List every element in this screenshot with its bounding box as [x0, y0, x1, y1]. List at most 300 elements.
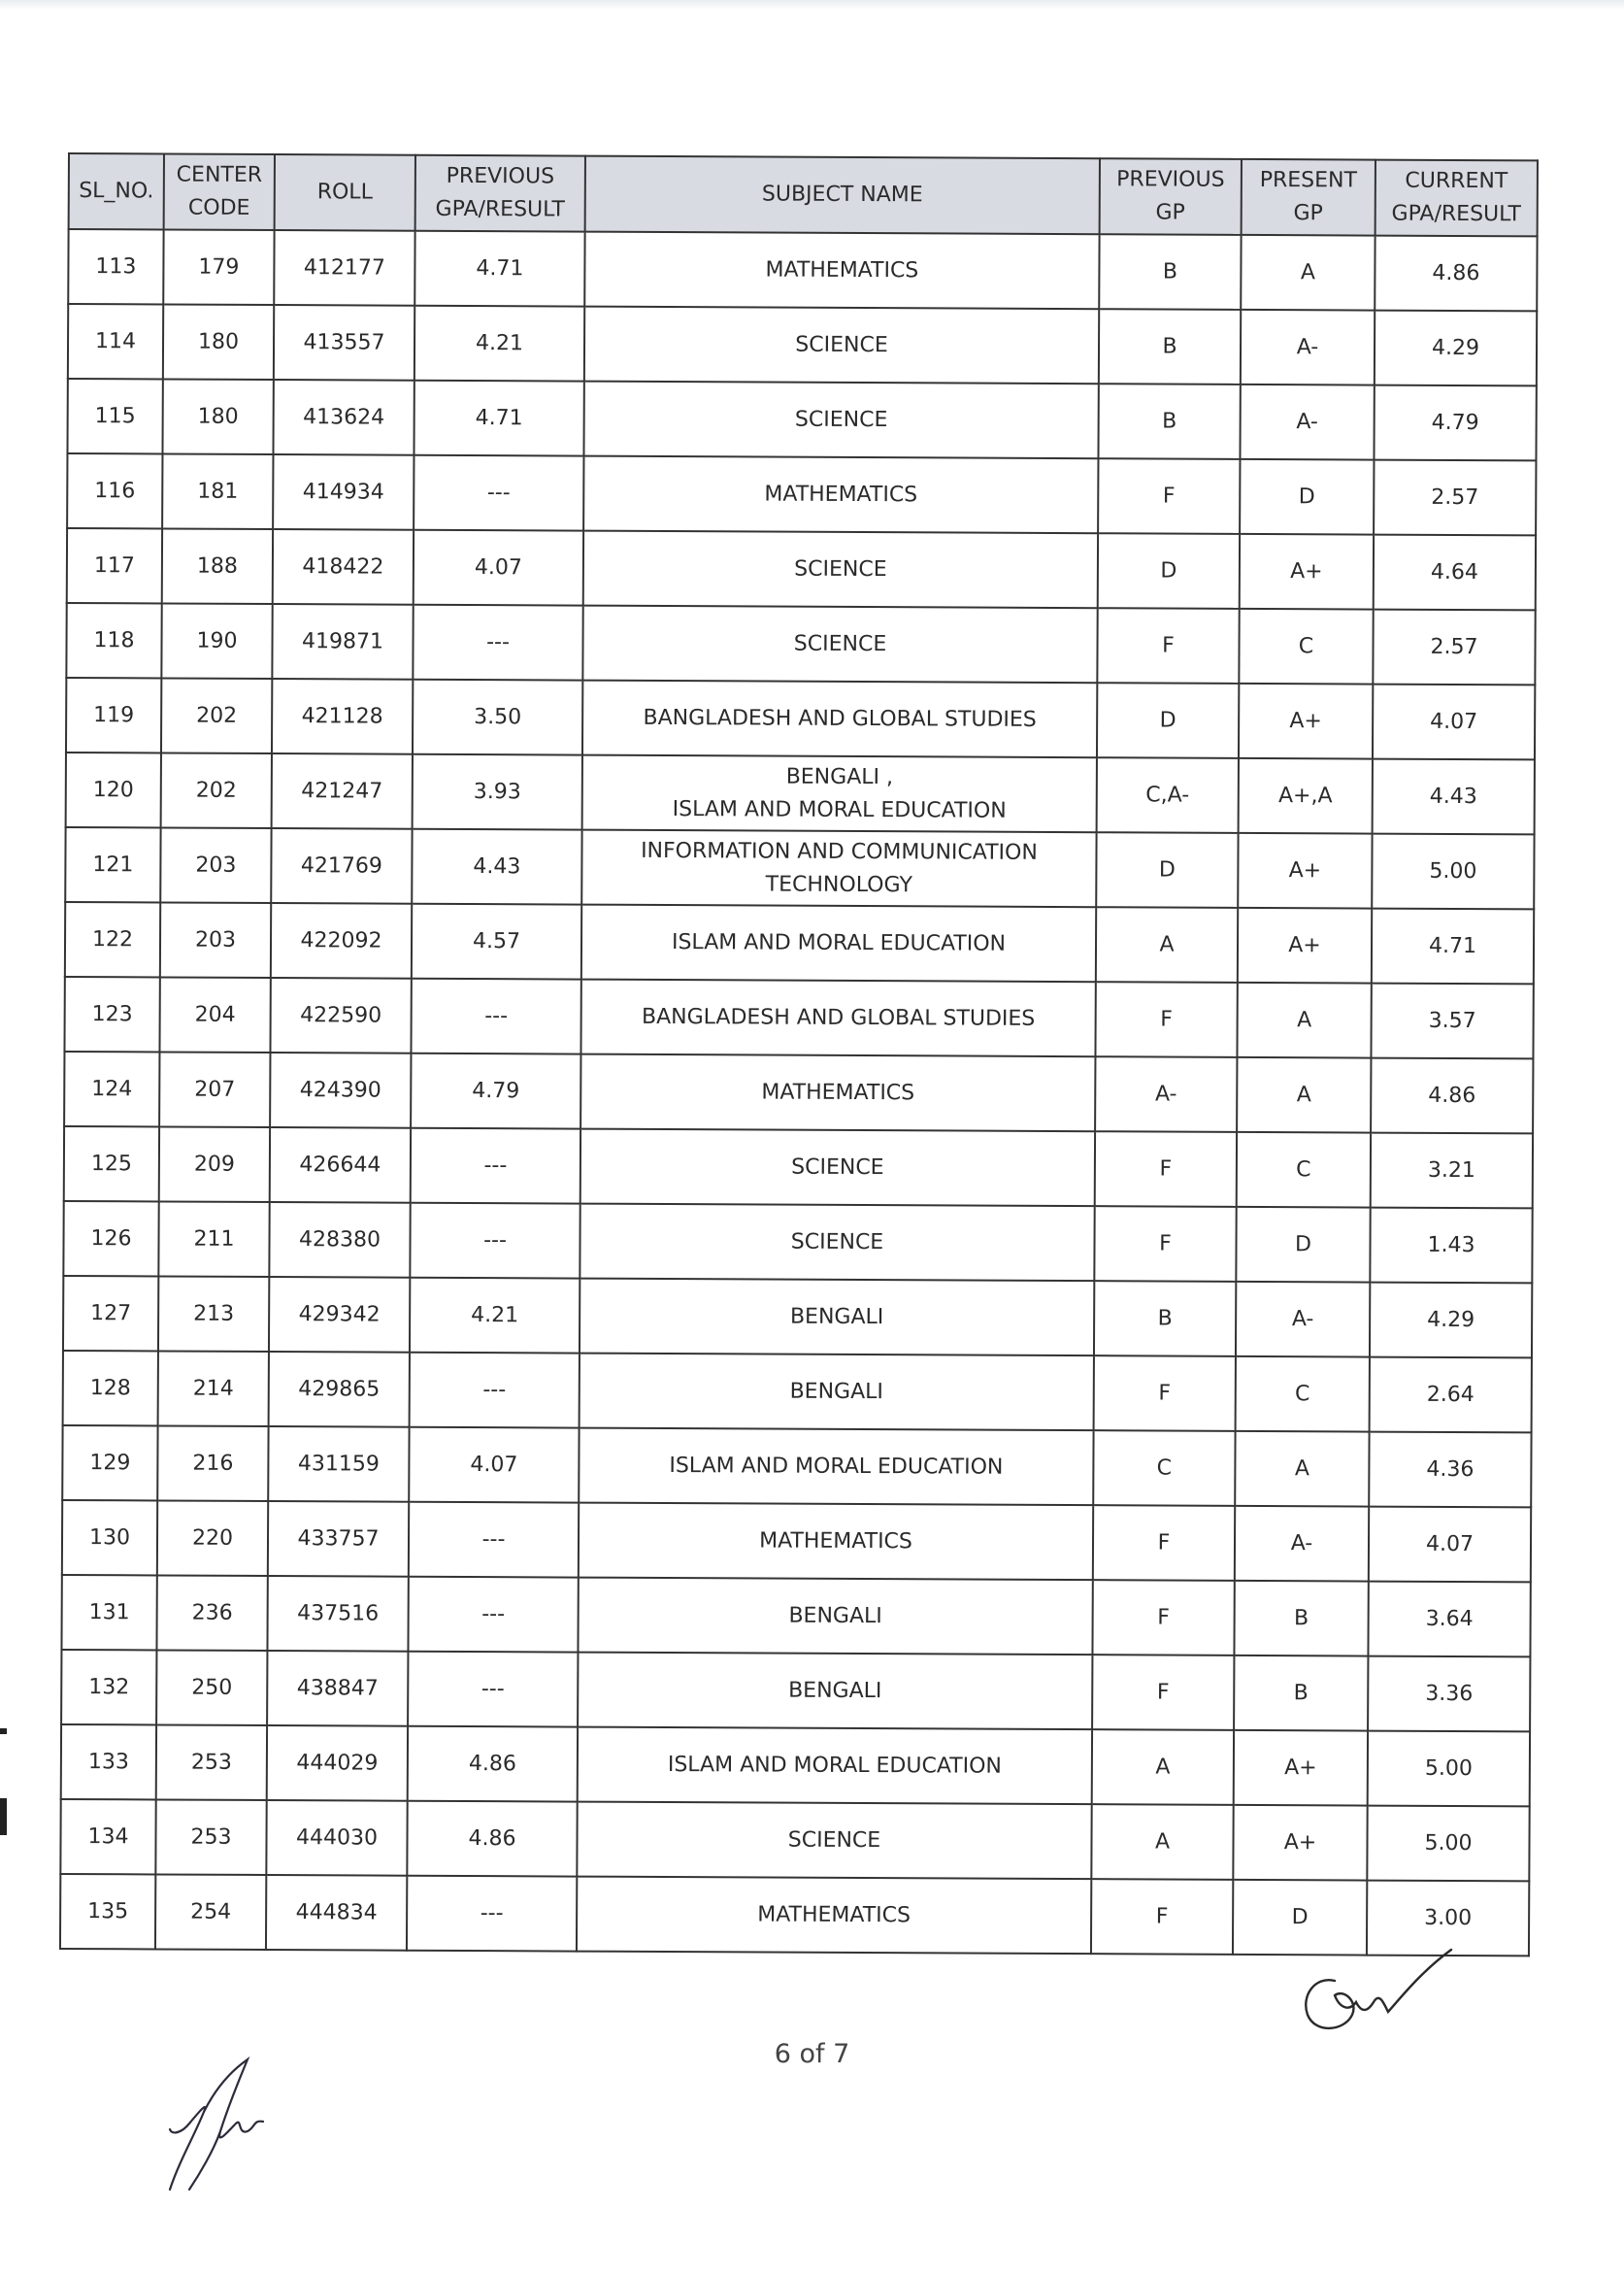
cell-previous-gpa-value: 4.43: [473, 853, 521, 879]
cell-present-gp: [1235, 1431, 1369, 1507]
cell-roll-value: 421247: [301, 778, 383, 804]
cell-current-gpa-value: 2.57: [1431, 485, 1479, 510]
table-row: [68, 229, 1537, 311]
scan-edge: [0, 0, 1624, 10]
cell-center-code-value: 202: [196, 703, 238, 728]
cell-roll: [273, 380, 414, 455]
subject-line: MATHEMATICS: [757, 1901, 911, 1927]
cell-sl-no-value: 120: [92, 777, 134, 802]
cell-current-gpa-value: 3.36: [1425, 1681, 1474, 1706]
cell-roll: [274, 305, 414, 381]
cell-subject-name: [578, 1578, 1092, 1655]
cell-previous-gp-value: A-: [1154, 1081, 1177, 1107]
cell-current-gpa-value: 5.00: [1424, 1756, 1473, 1781]
table-row: [61, 1650, 1530, 1731]
cell-present-gp: [1239, 758, 1373, 834]
cell-present-gp: [1236, 1356, 1370, 1432]
cell-present-gp: [1238, 908, 1372, 984]
cell-current-gpa: [1371, 1133, 1533, 1209]
cell-present-gp-value: A: [1300, 259, 1316, 284]
cell-previous-gp: [1094, 1355, 1236, 1431]
subject-line: MATHEMATICS: [765, 257, 919, 283]
subject-line: ISLAM AND MORAL EDUCATION: [669, 1453, 1004, 1480]
header-previous-gp-line: PREVIOUS: [1116, 167, 1225, 192]
cell-roll: [272, 753, 413, 829]
cell-roll-value: 426644: [299, 1152, 381, 1178]
cell-center-code-value: 181: [197, 479, 239, 504]
cell-present-gp-value: A-: [1291, 1306, 1314, 1331]
cell-center-code-value: 220: [191, 1525, 234, 1551]
cell-center-code: [158, 1201, 269, 1277]
cell-subject-name: [584, 232, 1099, 310]
cell-roll-value: 444834: [295, 1899, 378, 1925]
cell-previous-gp-value: B: [1162, 259, 1178, 284]
cell-previous-gp-value: D: [1160, 558, 1177, 584]
subject-line: BENGALI ,: [785, 764, 894, 789]
cell-previous-gp-value: F: [1157, 1530, 1171, 1555]
cell-sl-no: [68, 229, 163, 304]
cell-current-gpa: [1375, 311, 1537, 386]
cell-center-code-value: 207: [194, 1077, 236, 1102]
cell-present-gp-value: A: [1296, 1082, 1311, 1107]
cell-center-code-value: 216: [192, 1451, 234, 1476]
cell-subject-name: [579, 1428, 1093, 1506]
cell-previous-gp: [1092, 1655, 1234, 1730]
cell-center-code: [161, 752, 272, 828]
cell-present-gp: [1236, 1207, 1370, 1283]
subject-line: ISLAM AND MORAL EDUCATION: [667, 1752, 1002, 1779]
header-previous-gpa-line: GPA/RESULT: [435, 196, 565, 222]
subject-line: BENGALI: [789, 1379, 883, 1404]
cell-roll: [268, 1426, 409, 1502]
subject-line: BENGALI: [788, 1678, 882, 1703]
cell-roll: [270, 1127, 411, 1203]
subject-line: ISLAM AND MORAL EDUCATION: [672, 796, 1007, 823]
table-row: [66, 603, 1535, 685]
cell-present-gp: [1237, 983, 1371, 1058]
cell-sl-no-value: 122: [91, 926, 134, 952]
cell-center-code: [159, 977, 270, 1053]
scan-mark: [0, 1798, 7, 1835]
cell-sl-no: [63, 1276, 158, 1351]
cell-center-code-value: 204: [194, 1002, 236, 1027]
cell-previous-gpa-value: 4.07: [470, 1452, 518, 1477]
cell-roll-value: 444030: [295, 1824, 379, 1851]
cell-roll: [272, 679, 413, 754]
cell-previous-gpa-value: 3.50: [474, 704, 522, 729]
cell-current-gpa: [1371, 984, 1533, 1059]
cell-previous-gp: [1093, 1430, 1235, 1506]
cell-sl-no-value: 124: [91, 1076, 133, 1101]
subject-line: INFORMATION AND COMMUNICATION: [641, 838, 1038, 865]
cell-previous-gp: [1094, 1206, 1236, 1282]
cell-present-gp: [1241, 310, 1375, 385]
cell-previous-gpa: [408, 1726, 578, 1802]
header-present-gp-line: PRESENT: [1259, 168, 1358, 193]
cell-previous-gp-value: B: [1162, 334, 1177, 359]
cell-center-code: [162, 453, 273, 529]
subject-line: BANGLADESH AND GLOBAL STUDIES: [643, 705, 1037, 732]
cell-present-gp: [1240, 385, 1374, 460]
cell-current-gpa: [1369, 1432, 1531, 1508]
cell-roll: [269, 1277, 410, 1353]
cell-sl-no-value: 117: [93, 552, 135, 578]
cell-previous-gpa-value: ---: [484, 1003, 509, 1028]
cell-previous-gpa: [414, 530, 583, 606]
cell-current-gpa: [1372, 834, 1534, 910]
cell-current-gpa-value: 3.00: [1424, 1905, 1473, 1930]
cell-roll: [267, 1725, 408, 1801]
cell-previous-gpa-value: ---: [481, 1676, 505, 1701]
cell-sl-no: [64, 1126, 159, 1201]
subject-line: SCIENCE: [794, 556, 887, 582]
cell-previous-gpa: [409, 1427, 579, 1503]
cell-roll-value: 412177: [303, 254, 385, 281]
cell-sl-no-value: 132: [88, 1674, 130, 1699]
cell-previous-gpa-value: 4.21: [471, 1302, 519, 1327]
cell-previous-gpa-value: ---: [482, 1377, 507, 1402]
table-row: [64, 1052, 1533, 1133]
cell-current-gpa: [1370, 1357, 1532, 1433]
cell-previous-gp-value: F: [1160, 1007, 1174, 1032]
cell-current-gpa: [1374, 460, 1536, 536]
cell-current-gpa: [1370, 1283, 1532, 1358]
cell-previous-gpa-value: 4.21: [475, 330, 524, 355]
cell-present-gp-value: A: [1297, 1007, 1312, 1032]
cell-roll: [268, 1501, 409, 1577]
cell-previous-gp: [1097, 683, 1239, 758]
cell-present-gp: [1234, 1581, 1368, 1656]
cell-subject-name: [580, 1354, 1094, 1431]
cell-current-gpa-value: 4.29: [1431, 335, 1480, 360]
cell-subject-name: [583, 456, 1098, 534]
cell-previous-gpa: [412, 904, 581, 980]
cell-current-gpa: [1374, 385, 1536, 461]
cell-sl-no-value: 118: [93, 627, 135, 652]
table-row: [60, 1799, 1529, 1881]
cell-previous-gp: [1093, 1505, 1235, 1581]
cell-center-code: [155, 1799, 266, 1875]
cell-present-gp-value: C: [1296, 1156, 1311, 1182]
cell-previous-gp-value: F: [1158, 1381, 1172, 1406]
cell-present-gp: [1238, 833, 1372, 909]
header-center-code-line: CODE: [187, 195, 250, 220]
cell-subject-name: [582, 681, 1097, 758]
cell-roll-value: 413624: [303, 404, 385, 430]
cell-previous-gp: [1091, 1804, 1233, 1880]
header-roll: [275, 154, 415, 231]
results-table: [59, 152, 1539, 1956]
cell-present-gp: [1234, 1655, 1368, 1731]
cell-previous-gpa-value: ---: [486, 629, 511, 654]
cell-current-gpa-value: 5.00: [1424, 1830, 1473, 1856]
cell-previous-gpa: [410, 1353, 580, 1428]
cell-previous-gp: [1094, 1281, 1236, 1356]
cell-sl-no: [65, 902, 160, 977]
cell-roll: [270, 978, 411, 1053]
cell-roll-value: 429342: [298, 1301, 381, 1327]
cell-roll-value: 424390: [299, 1077, 381, 1103]
cell-roll-value: 414934: [302, 479, 384, 505]
cell-present-gp-value: C: [1298, 633, 1314, 658]
cell-present-gp: [1234, 1730, 1368, 1806]
cell-current-gpa-value: 3.64: [1425, 1606, 1474, 1631]
cell-previous-gpa: [414, 231, 584, 307]
cell-sl-no-value: 128: [89, 1375, 131, 1400]
subject-line: MATHEMATICS: [761, 1080, 915, 1105]
cell-sl-no-value: 127: [90, 1300, 132, 1325]
table-row: [65, 827, 1534, 909]
cell-previous-gp-value: B: [1162, 409, 1177, 434]
cell-center-code: [162, 528, 273, 604]
cell-roll-value: 438847: [296, 1675, 379, 1701]
subject-line: MATHEMATICS: [764, 482, 918, 507]
cell-current-gpa-value: 4.29: [1427, 1307, 1475, 1332]
cell-center-code-value: 211: [193, 1226, 235, 1252]
cell-roll: [274, 230, 414, 306]
cell-subject-name: [577, 1802, 1091, 1880]
cell-roll: [273, 529, 414, 605]
cell-previous-gp-value: A: [1154, 1828, 1171, 1855]
cell-current-gpa: [1372, 909, 1534, 985]
cell-sl-no-value: 119: [93, 702, 135, 727]
cell-roll-value: 437516: [297, 1600, 380, 1626]
cell-previous-gp-value: B: [1157, 1306, 1173, 1331]
cell-previous-gpa: [413, 754, 582, 830]
cell-previous-gp-value: F: [1162, 484, 1176, 509]
cell-current-gpa-value: 4.36: [1426, 1456, 1475, 1482]
cell-current-gpa-value: 4.86: [1432, 260, 1480, 285]
cell-previous-gpa: [414, 306, 584, 382]
subject-line: BENGALI: [788, 1603, 882, 1628]
cell-roll: [269, 1202, 410, 1278]
subject-line: SCIENCE: [793, 631, 887, 656]
cell-present-gp: [1239, 609, 1373, 685]
cell-sl-no-value: 134: [87, 1823, 129, 1849]
cell-present-gp-value: A+,A: [1277, 783, 1333, 808]
cell-present-gp-value: B: [1293, 1680, 1309, 1705]
cell-roll: [271, 903, 412, 979]
table-row: [64, 1126, 1533, 1208]
cell-roll-value: 421128: [301, 703, 383, 729]
cell-center-code-value: 180: [197, 404, 239, 429]
cell-current-gpa-value: 1.43: [1427, 1232, 1475, 1257]
header-subject-name: [585, 156, 1100, 235]
cell-present-gp-value: C: [1295, 1381, 1310, 1406]
cell-sl-no-value: 115: [94, 403, 136, 428]
cell-sl-no: [62, 1425, 157, 1500]
table-row: [62, 1425, 1531, 1507]
cell-current-gpa-value: 4.43: [1429, 784, 1477, 809]
cell-center-code-value: 236: [191, 1600, 233, 1625]
cell-sl-no: [67, 379, 162, 453]
cell-present-gp: [1239, 684, 1373, 759]
cell-roll: [266, 1875, 407, 1951]
header-previous-gpa: [415, 155, 585, 232]
cell-present-gp: [1236, 1282, 1370, 1357]
table-row: [63, 1201, 1532, 1283]
cell-center-code-value: 253: [190, 1824, 232, 1850]
header-row: [69, 153, 1538, 236]
cell-center-code: [155, 1874, 266, 1950]
cell-previous-gpa: [413, 680, 582, 755]
cell-previous-gpa-value: ---: [483, 1227, 507, 1253]
cell-previous-gpa: [411, 1128, 580, 1204]
cell-center-code-value: 253: [190, 1750, 232, 1775]
cell-sl-no: [62, 1500, 157, 1575]
table-row: [66, 678, 1535, 759]
cell-previous-gp: [1098, 458, 1240, 534]
cell-subject-name: [581, 905, 1096, 983]
cell-current-gpa-value: 4.07: [1430, 709, 1478, 734]
cell-center-code: [159, 1052, 270, 1127]
cell-sl-no: [63, 1201, 158, 1276]
cell-roll-value: 413557: [303, 329, 385, 355]
cell-subject-name: [582, 606, 1097, 684]
cell-current-gpa-value: 3.21: [1427, 1157, 1475, 1183]
cell-center-code: [159, 1126, 270, 1202]
header-present-gp-line: GP: [1293, 201, 1323, 226]
subject-line: SCIENCE: [795, 332, 888, 357]
cell-sl-no: [60, 1874, 155, 1949]
subject-line: BANGLADESH AND GLOBAL STUDIES: [641, 1004, 1036, 1031]
cell-current-gpa: [1368, 1656, 1530, 1732]
cell-previous-gpa: [414, 381, 583, 456]
cell-present-gp-value: A+: [1284, 1755, 1317, 1780]
cell-center-code: [158, 1351, 269, 1426]
cell-sl-no-value: 133: [87, 1749, 129, 1774]
cell-present-gp-value: B: [1294, 1605, 1309, 1630]
signature-left-icon: [160, 2054, 277, 2199]
cell-sl-no: [61, 1724, 156, 1799]
header-current-gpa-line: GPA/RESULT: [1391, 201, 1521, 227]
cell-previous-gp: [1097, 757, 1239, 833]
cell-center-code-value: 203: [194, 927, 237, 953]
subject-line: SCIENCE: [794, 407, 888, 432]
cell-current-gpa: [1373, 685, 1535, 760]
cell-roll-value: 419871: [301, 628, 384, 654]
cell-previous-gpa: [411, 1053, 580, 1129]
cell-current-gpa: [1373, 610, 1535, 686]
cell-center-code: [156, 1724, 267, 1800]
cell-present-gp: [1241, 235, 1375, 311]
cell-previous-gp: [1092, 1580, 1234, 1655]
cell-present-gp-value: A-: [1290, 1530, 1313, 1555]
header-previous-gpa-line: PREVIOUS: [446, 163, 555, 189]
header-sl-no: [69, 153, 164, 229]
cell-sl-no: [63, 1351, 158, 1425]
cell-roll: [269, 1352, 410, 1427]
cell-current-gpa-value: 4.64: [1430, 559, 1478, 585]
cell-previous-gpa-value: ---: [486, 480, 511, 505]
cell-previous-gpa: [413, 605, 582, 681]
cell-previous-gp-value: A: [1159, 932, 1175, 957]
cell-center-code: [161, 678, 272, 753]
table-row: [67, 453, 1536, 535]
cell-center-code-value: 180: [197, 329, 240, 354]
header-center-code-line: CENTER: [176, 162, 263, 187]
cell-subject-name: [582, 755, 1097, 833]
cell-present-gp-value: A+: [1288, 857, 1322, 883]
cell-sl-no-value: 114: [94, 328, 137, 353]
cell-center-code: [158, 1276, 269, 1352]
signature-right-icon: [1296, 1942, 1456, 2039]
cell-roll-value: 428380: [298, 1226, 381, 1253]
cell-present-gp-value: A-: [1296, 409, 1318, 434]
table-row: [64, 977, 1533, 1058]
subject-line: SCIENCE: [787, 1827, 881, 1853]
cell-sl-no-value: 116: [94, 478, 136, 503]
cell-previous-gp: [1096, 832, 1238, 908]
cell-previous-gpa: [407, 1876, 577, 1952]
cell-roll: [271, 828, 412, 904]
table-row: [66, 752, 1535, 834]
table-row: [61, 1724, 1530, 1806]
cell-previous-gpa: [408, 1577, 578, 1653]
cell-subject-name: [580, 1279, 1094, 1356]
cell-center-code: [156, 1575, 267, 1651]
cell-sl-no: [65, 827, 160, 902]
cell-previous-gp-value: F: [1155, 1903, 1169, 1929]
cell-sl-no: [61, 1650, 156, 1724]
cell-current-gpa-value: 4.07: [1425, 1531, 1475, 1556]
cell-previous-gp: [1096, 907, 1238, 983]
header-previous-gp-line: GP: [1155, 200, 1185, 225]
cell-present-gp: [1237, 1057, 1371, 1133]
scan-mark: [0, 1728, 7, 1734]
cell-center-code-value: 202: [195, 778, 237, 803]
results-table-wrapper: [59, 152, 1537, 1956]
header-current-gpa-line: CURRENT: [1405, 168, 1508, 194]
subject-line: TECHNOLOGY: [765, 872, 912, 897]
table-row: [68, 304, 1537, 385]
cell-previous-gp: [1097, 608, 1239, 684]
cell-current-gpa-value: 4.71: [1428, 933, 1477, 958]
page-number: 6 of 7: [774, 2039, 850, 2069]
cell-sl-no-value: 135: [87, 1898, 129, 1923]
cell-subject-name: [580, 1129, 1095, 1207]
header-subject-name-label: SUBJECT NAME: [761, 182, 923, 208]
cell-current-gpa-value: 3.57: [1428, 1008, 1476, 1033]
cell-previous-gp: [1095, 1131, 1237, 1207]
cell-current-gpa-value: 2.64: [1426, 1382, 1475, 1407]
cell-current-gpa: [1375, 236, 1537, 312]
cell-present-gp-value: A+: [1290, 558, 1323, 584]
cell-current-gpa: [1374, 535, 1536, 611]
cell-previous-gp-value: F: [1159, 1231, 1172, 1256]
cell-sl-no-value: 130: [88, 1524, 131, 1550]
cell-roll-value: 418422: [302, 553, 384, 580]
cell-current-gpa: [1369, 1507, 1531, 1583]
subject-line: ISLAM AND MORAL EDUCATION: [671, 929, 1007, 956]
cell-previous-gpa-value: ---: [483, 1153, 508, 1178]
cell-center-code: [157, 1500, 268, 1576]
cell-present-gp-value: A+: [1288, 932, 1321, 957]
cell-previous-gpa-value: 4.71: [476, 255, 524, 281]
results-table-body: [60, 229, 1538, 1956]
cell-subject-name: [580, 1054, 1095, 1132]
cell-subject-name: [578, 1653, 1092, 1730]
cell-sl-no-value: 129: [89, 1450, 131, 1475]
cell-previous-gp-value: F: [1159, 1156, 1173, 1182]
cell-present-gp: [1235, 1506, 1369, 1582]
cell-sl-no-value: 126: [90, 1225, 132, 1251]
cell-subject-name: [580, 980, 1095, 1057]
table-row: [65, 902, 1534, 984]
cell-previous-gp: [1091, 1879, 1233, 1955]
cell-sl-no: [64, 977, 159, 1052]
cell-previous-gp: [1092, 1729, 1234, 1805]
